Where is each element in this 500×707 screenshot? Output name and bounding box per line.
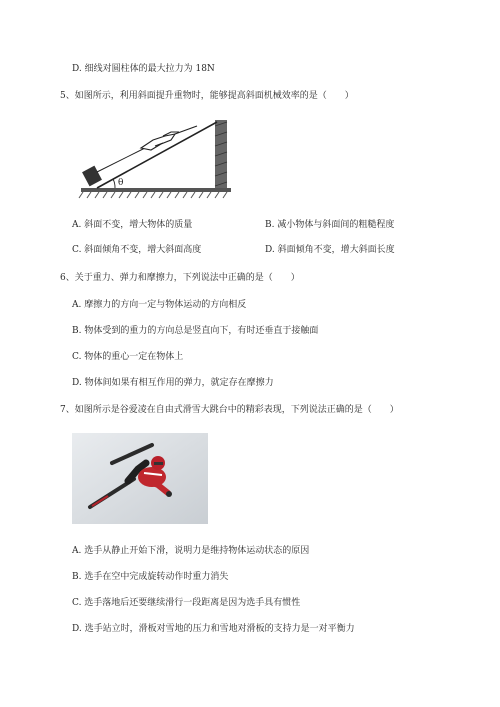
q6-option-c: C. 物体的重心一定在物体上 bbox=[72, 352, 184, 362]
skier-glove bbox=[166, 491, 172, 497]
q5-option-c: C. 斜面倾角不变，增大斜面高度 bbox=[72, 245, 202, 255]
incline-diagram bbox=[75, 112, 240, 202]
q7-option-c: C. 选手落地后还要继续滑行一段距离是因为选手具有惯性 bbox=[72, 598, 301, 608]
rope bbox=[97, 148, 145, 172]
q6-option-b: B. 物体受到的重力的方向总是竖直向下，有时还垂直于接触面 bbox=[72, 326, 319, 336]
incline-surface bbox=[97, 122, 217, 188]
ground-strip bbox=[81, 188, 231, 192]
block bbox=[82, 166, 102, 187]
q7-option-a: A. 选手从静止开始下滑，说明力是维持物体运动状态的原因 bbox=[72, 546, 310, 556]
q5-option-a: A. 斜面不变，增大物体的质量 bbox=[72, 220, 193, 230]
q4-option-d: D. 细线对圆柱体的最大拉力为 18N bbox=[72, 64, 215, 74]
q7-option-d: D. 选手站立时，滑板对雪地的压力和雪地对滑板的支持力是一对平衡力 bbox=[72, 624, 355, 634]
angle-label: θ bbox=[118, 178, 124, 188]
q5-option-b: B. 减小物体与斜面间的粗糙程度 bbox=[265, 220, 395, 230]
q5-option-d: D. 斜面倾角不变，增大斜面长度 bbox=[265, 245, 395, 255]
skier-photo bbox=[72, 433, 208, 524]
q6-stem: 6、关于重力、弹力和摩擦力，下列说法中正确的是（ ） bbox=[60, 273, 300, 283]
skier-goggles bbox=[154, 462, 163, 465]
q6-option-a: A. 摩擦力的方向一定与物体运动的方向相反 bbox=[72, 300, 247, 310]
q7-stem: 7、如图所示是谷爱凌在自由式滑雪大跳台中的精彩表现，下列说法正确的是（ ） bbox=[60, 405, 399, 415]
angle-arc bbox=[113, 179, 115, 188]
q6-option-d: D. 物体间如果有相互作用的弹力，就定存在摩擦力 bbox=[72, 378, 274, 388]
q5-stem: 5、如图所示，利用斜面提升重物时，能够提高斜面机械效率的是（ ） bbox=[60, 91, 354, 101]
q7-option-b: B. 选手在空中完成旋转动作时重力消失 bbox=[72, 572, 229, 582]
ground-hatching bbox=[79, 192, 227, 198]
